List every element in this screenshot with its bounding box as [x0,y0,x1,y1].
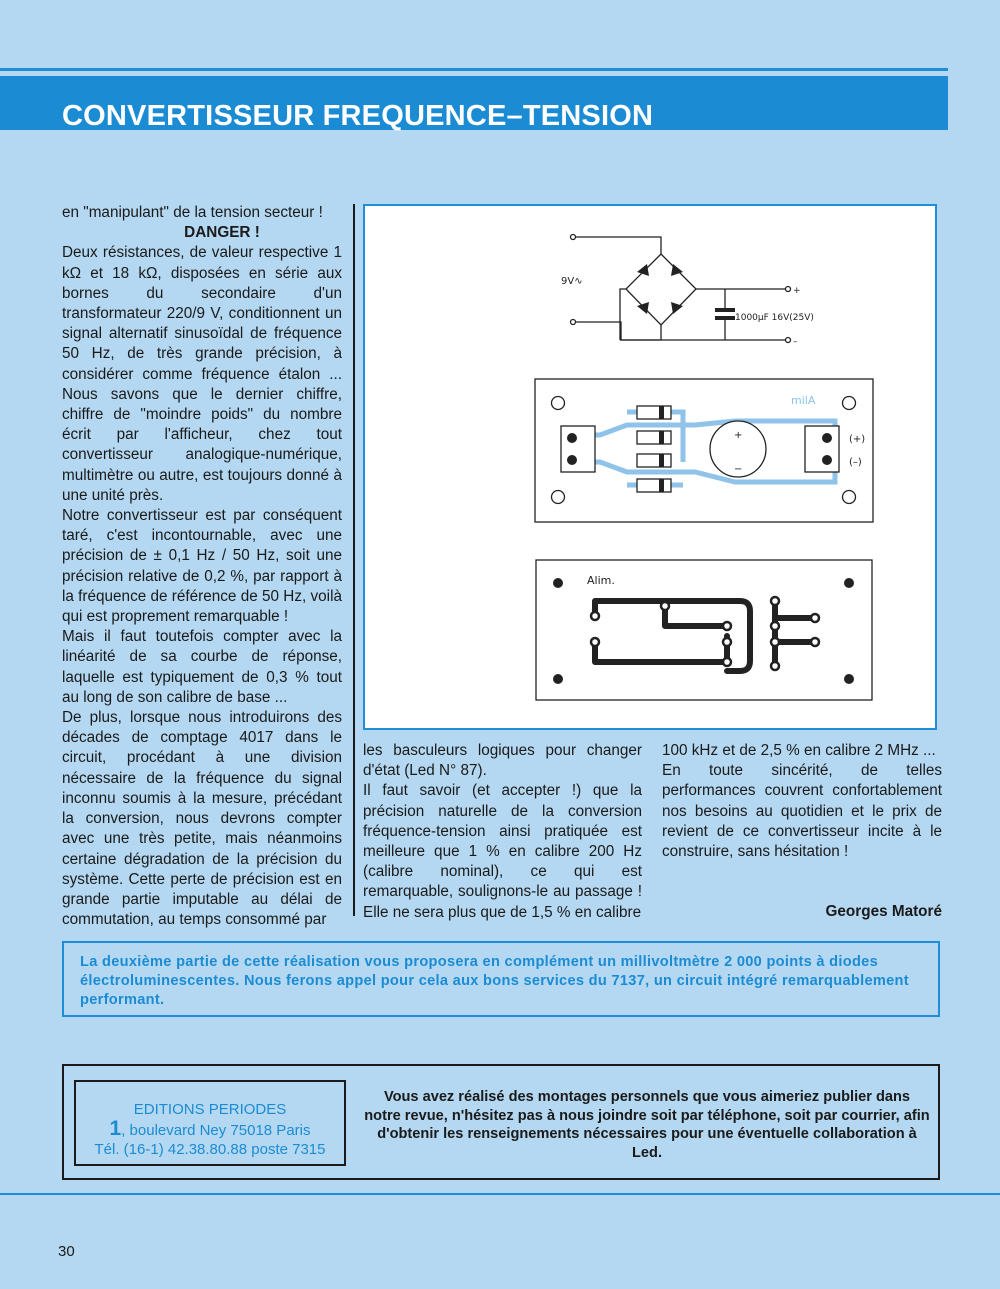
mounting-hole-icon [844,578,854,588]
capacitor-plate-bottom [715,316,735,320]
rectifier-schematic [571,235,791,343]
circuit-figure [363,204,937,730]
paragraph: 100 kHz et de 2,5 % en calibre 2 MHz ... [662,742,936,759]
top-rule [0,68,948,71]
next-part-notice [62,941,940,1017]
diodes [637,264,683,314]
mounting-hole-icon [553,674,563,684]
minus-output-label: – [793,337,798,347]
svg-text:−: − [734,464,743,475]
phone-number: Tél. (16-1) 42.38.80.88 poste 7315 [94,1141,326,1158]
publisher-name: EDITIONS PERIODES [133,1101,287,1118]
danger-heading: DANGER ! [184,224,260,242]
text-column-3 [662,741,942,862]
notice-text: La deuxième partie de cette réalisation vous proposera en complément un millivoltmètre 2 000 points à diodes électroluminescentes. Nous ferons appel pour cela aux bons services du 7137, un circuit intégré remarquablement performant. [80,954,909,1008]
mounting-hole-icon [553,578,563,588]
author-signature: Georges Matoré [825,903,942,920]
page-number: 30 [58,1243,75,1260]
bottom-rule [0,1193,1000,1195]
output-terminal-block [805,426,839,472]
component-board [535,379,873,522]
screw-icon [822,433,832,443]
svg-text:+: + [734,430,743,441]
submission-invitation: Vous avez réalisé des montages personnels que vous aimeriez publier dans notre revue, n'hésitez pas à nous joindre soit par téléphone, soit par courrier, afin d'obtenir les renseignements nécessaires pour une éventuelle collaboration à Led. [364,1089,930,1161]
paragraph: les basculeurs logiques pour changer d'état (Led N° 87). [363,742,642,780]
street-name: , boulevard Ney 75018 Paris [121,1122,311,1139]
capacitor-label: 1000µF 16V(25V) [735,313,814,323]
screw-icon [567,433,577,443]
paragraph: Mais il faut toutefois compter avec la linéarité de sa courbe de réponse, laquelle est typiquement de 0,3 % tout au long de son calibre de base ... [62,628,342,706]
paragraph: En toute sincérité, de telles performances couvrent confortablement nos besoins au quotidien et le prix de revient de ce convertisseur incite à le construire, sans hésitation ! [662,762,942,861]
board-label: milA [791,394,816,407]
page-title: CONVERTISSEUR FREQUENCE–TENSION [62,100,654,132]
input-voltage-label: 9V∿ [561,276,583,287]
text-column-1 [62,203,342,930]
plus-terminal-label: (+) [849,434,866,445]
paragraph: en "manipulant" de la tension secteur ! [62,204,323,221]
column-divider [353,204,355,916]
title-band [0,76,948,130]
pcb-copper-side [536,560,872,700]
paragraph: Notre convertisseur est par conséquent taré, c'est incontournable, avec une précision de ± 0,1 Hz / 50 Hz, soit une précision relative de 0,2 %, par rapport à la fréquence de référence de 50 Hz, voilà qui est proprement remarquable ! [62,507,342,626]
text-column-2 [363,741,642,923]
capacitor-plate-top [715,308,735,312]
mounting-hole-icon [844,674,854,684]
screw-icon [822,455,832,465]
paragraph: Il faut savoir (et accepter !) que la précision naturelle de la conversion fréquence-tension ainsi pratiquée est meilleure que 1 % en calibre 200 Hz (calibre nominal), ce qui est remarquable, soulignons-le au passage ! Elle ne sera plus que de 1,5 % en calibre [363,782,642,921]
contact-box [62,1064,940,1180]
paragraph: Deux résistances, de valeur respective 1 kΩ et 18 kΩ, disposées en série aux bornes du secondaire d'un transformateur 220/9 V, conditionnent un signal alternatif sinusoïdal de fréquence 50 Hz, de très grande précision, à considérer comme fréquence étalon ... Nous savons que le dernier chiffre, chiffre de "moindre poids" du nombre écrit par l'afficheur, chez tout convertisseur analogique-numérique, multimètre ou autre, est toujours donné à une unité près. [62,244,342,504]
plus-output-label: + [793,286,801,296]
publisher-address [74,1080,346,1166]
paragraph: De plus, lorsque nous introduirons des décades de comptage 4017 dans le circuit, procédant à une division nécessaire de la fréquence du signal inconnu soumis à la mesure, précédant la conversion, nous devrons compter avec une très petite, mais néanmoins certaine dégradation de la précision du système. Cette perte de précision est en grande partie imputable au délai de commutation, au temps consommé par [62,709,342,929]
street-number: 1 [109,1117,122,1140]
street-address [76,1119,344,1140]
screw-icon [567,455,577,465]
minus-terminal-label: (–) [849,457,862,468]
pcb-label: Alim. [587,574,615,587]
input-terminal-block [561,426,595,472]
circuit-drawing [365,206,935,728]
